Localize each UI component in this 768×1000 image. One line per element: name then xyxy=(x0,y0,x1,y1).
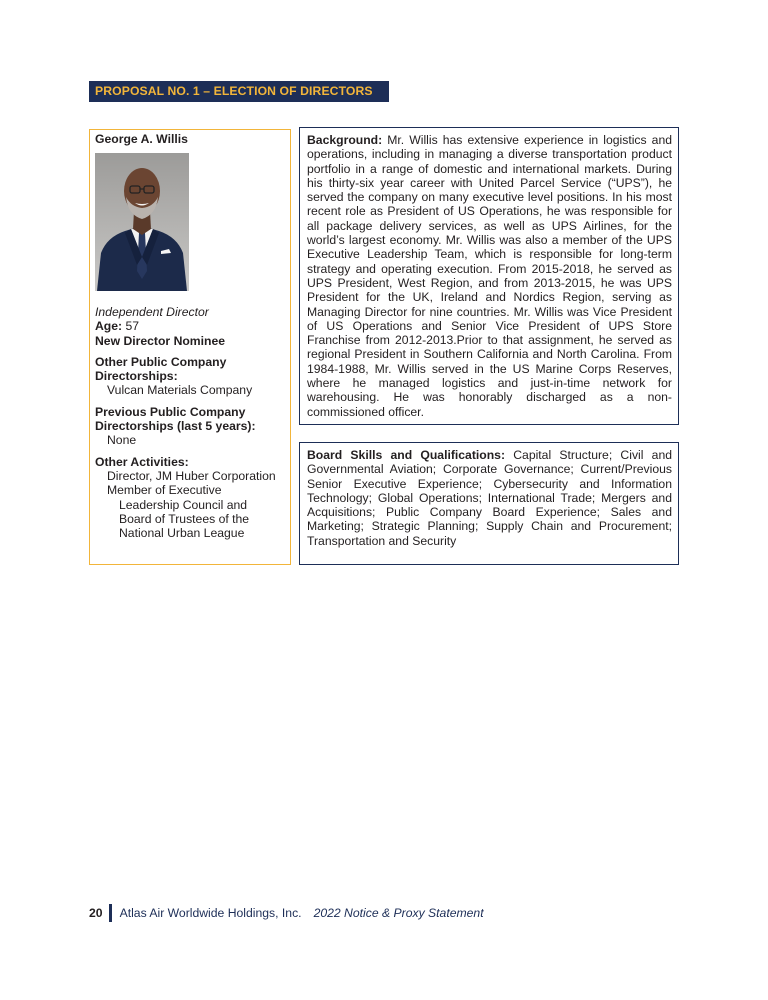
background-paragraph xyxy=(307,133,672,419)
section-header: PROPOSAL NO. 1 – ELECTION OF DIRECTORS xyxy=(89,81,389,102)
age-label: Age: xyxy=(95,319,123,334)
other-public-directorship-item: Vulcan Materials Company xyxy=(107,383,253,398)
director-portrait-image xyxy=(95,153,189,291)
background-text: Mr. Willis has extensive experience in logistics and operations, including in managing a diverse transportation product portfolio in a range of domestic and international markets. During his thirty-six year career with United Parcel Service (“UPS”), he served the company on many executive level positions. In his most recent role as President of US Operations, he was responsible for all package delivery services, as well as UPS Airlines, for the world’s largest economy. Mr. Willis was also a member of the UPS Executive Leadership Team, which is responsible for long-term strategy and operating execution. From 2015-2018, he served as UPS President, West Region, and from 2013-2015, he was UPS President for the UK, Ireland and Nordics Region, serving as Managing Director for nine countries. Mr. Willis was Vice President of US Operations and Senior Vice President of UPS Store Franchise from 2012-2013.Prior to that assignment, he served as regional President in Southern California and North Carolina. From 1984-1988, Mr. Willis served in the US Marine Corps Reserves, where he managed logistics and just-in-time network for warehousing. He was honorably discharged as a non-commissioned officer. xyxy=(307,133,673,419)
other-activity-item: Member of Executive xyxy=(107,483,222,498)
footer-divider xyxy=(109,904,112,922)
nominee-status: New Director Nominee xyxy=(95,333,226,348)
skills-label: Board Skills and Qualifications: xyxy=(307,448,506,462)
footer-company: Atlas Air Worldwide Holdings, Inc. xyxy=(119,906,302,920)
background-label: Background: xyxy=(307,133,383,147)
other-activity-item: Director, JM Huber Corporation xyxy=(107,468,276,483)
skills-box xyxy=(299,442,679,565)
age-row xyxy=(95,319,290,333)
director-name: George A. Willis xyxy=(95,132,188,146)
footer-document-title: 2022 Notice & Proxy Statement xyxy=(313,906,484,920)
director-photo xyxy=(95,153,189,291)
previous-public-directorships-label: Previous Public Company Directorships (last 5 years): xyxy=(95,404,256,434)
other-activities-label: Other Activities: xyxy=(95,454,189,469)
other-public-directorships-label: Other Public Company Directorships: xyxy=(95,354,227,384)
background-box xyxy=(299,127,679,425)
director-profile-card xyxy=(89,129,291,565)
age-value: 57 xyxy=(125,319,140,334)
other-activity-item-continued: Board of Trustees of the xyxy=(119,511,250,526)
previous-public-directorship-item: None xyxy=(107,433,137,448)
skills-paragraph xyxy=(307,448,672,548)
director-role: Independent Director xyxy=(95,305,209,319)
other-activity-item-continued: National Urban League xyxy=(119,526,245,541)
skills-text: Capital Structure; Civil and Governmental Aviation; Corporate Governance; Current/Previous Senior Executive Experience; Cybersecurity and Information Technology; Global Operations; International Trade; Mergers and Acquisitions; Public Company Board Experience; Sales and Marketing; Strategic Planning; Supply Chain and Procurement; Transportation and Security xyxy=(307,448,672,548)
page-footer xyxy=(89,904,484,922)
page-number: 20 xyxy=(89,906,103,920)
other-activity-item-continued: Leadership Council and xyxy=(119,497,248,512)
